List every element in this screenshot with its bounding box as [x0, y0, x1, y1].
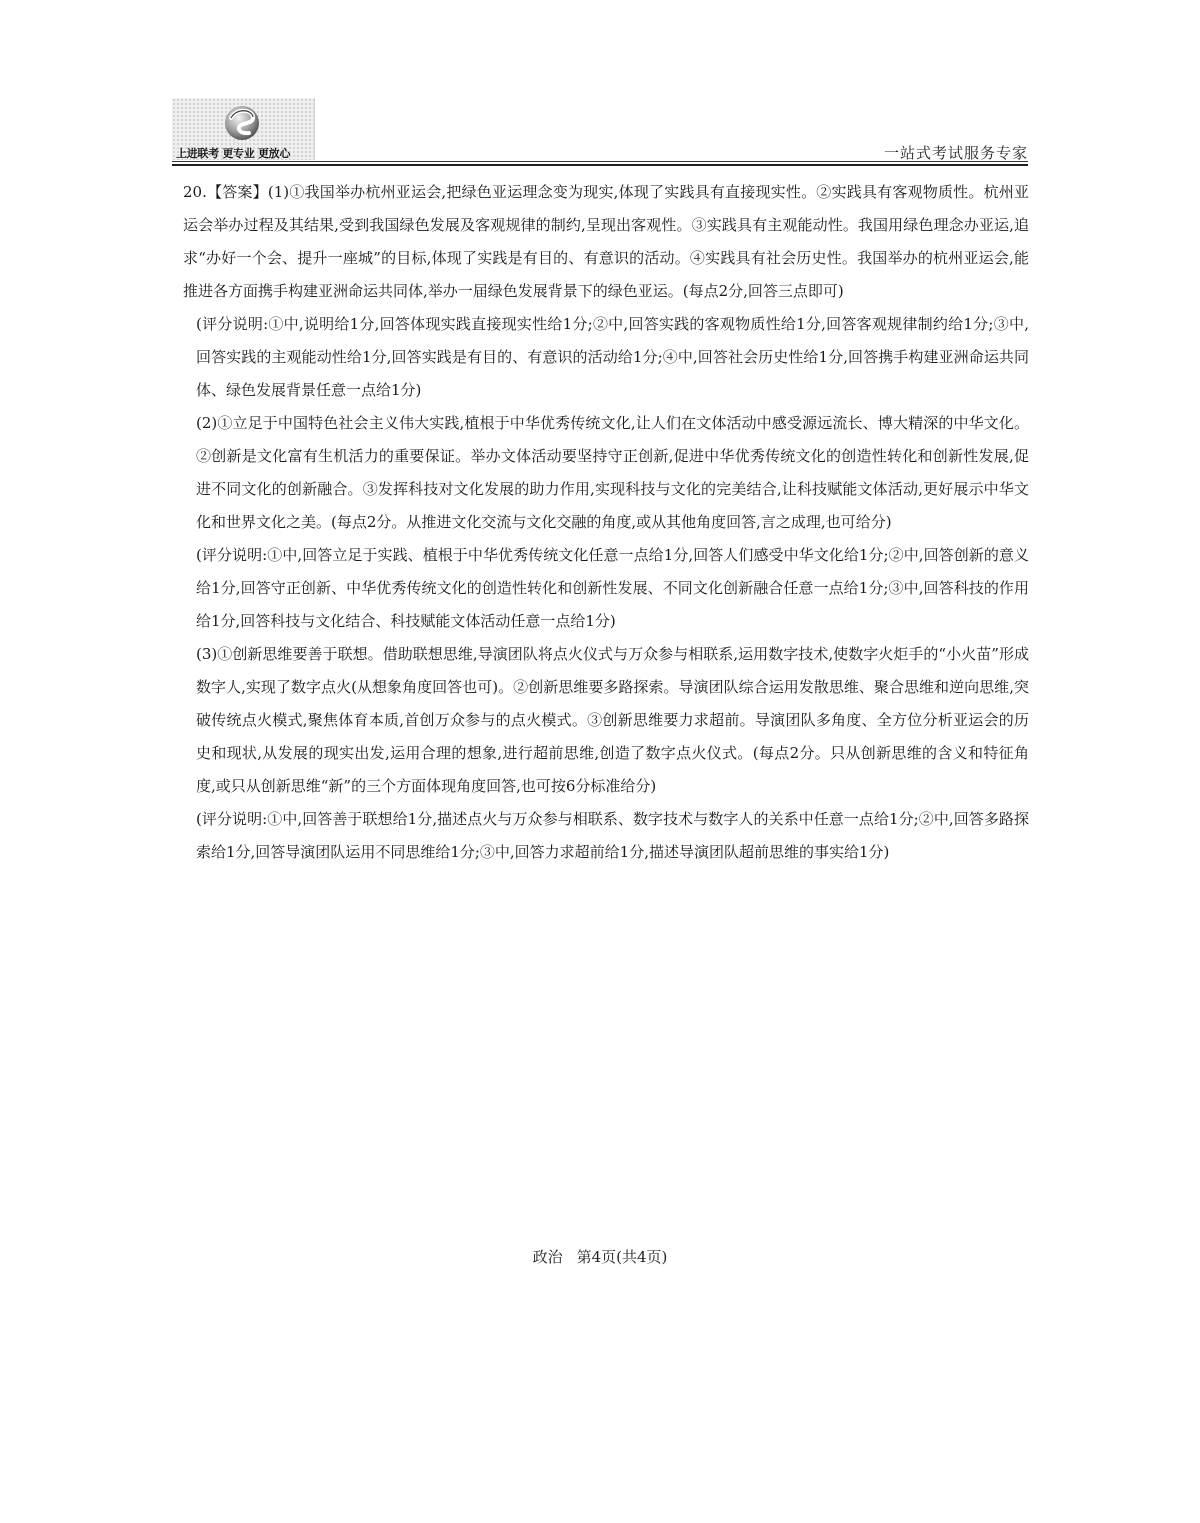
- header-divider: [172, 161, 1028, 162]
- answer-content: [183, 176, 1029, 869]
- scoring-note-1: (评分说明:①中,说明给1分,回答体现实践直接现实性给1分;②中,回答实践的客观物质性给1分,回答客观规律制约给1分;③中,回答实践的主观能动性给1分,回答实践是有目的、有意识的活动给1分;④中,回答社会历史性给1分,回答携手构建亚洲命运共同体、绿色发展背景任意一点给1分): [196, 315, 1029, 399]
- page-footer: [0, 1246, 1200, 1267]
- logo-slogan: 上进联考 更专业 更放心: [176, 147, 291, 160]
- question-number: 20.: [183, 183, 207, 201]
- header-tagline: 一站式考试服务专家: [883, 144, 1028, 162]
- logo: [172, 98, 315, 160]
- scoring-note-2: (评分说明:①中,回答立足于实践、植根于中华优秀传统文化任意一点给1分,回答人们感受中华文化给1分;②中,回答创新的意义给1分,回答守正创新、中华优秀传统文化的创造性转化和创新性发展、不同文化创新融合任意一点给1分;③中,回答科技的作用给1分,回答科技与文化结合、科技赋能文体活动任意一点给1分): [196, 546, 1029, 630]
- answer-paragraph-3: (3)①创新思维要善于联想。借助联想思维,导演团队将点火仪式与万众参与相联系,运用数字技术,使数字火炬手的“小火苗”形成数字人,实现了数字点火(从想象角度回答也可)。②创新思维要多路探索。导演团队综合运用发散思维、聚合思维和逆向思维,突破传统点火模式,聚焦体育本质,首创万众参与的点火模式。③创新思维要力求超前。导演团队多角度、全方位分析亚运会的历史和现状,从发展的现实出发,运用合理的想象,进行超前思维,创造了数字点火仪式。(每点2分。只从创新思维的含义和特征角度,或只从创新思维“新”的三个方面体现角度回答,也可按6分标准给分): [196, 645, 1029, 795]
- answer-paragraph-2: (2)①立足于中国特色社会主义伟大实践,植根于中华优秀传统文化,让人们在文体活动中感受源远流长、博大精深的中华文化。②创新是文化富有生机活力的重要保证。举办文体活动要坚持守正创新,促进中华优秀传统文化的创造性转化和创新性发展,促进不同文化的创新融合。③发挥科技对文化发展的助力作用,实现科技与文化的完美结合,让科技赋能文体活动,更好展示中华文化和世界文化之美。(每点2分。从推进文化交流与文化交融的角度,或从其他角度回答,言之成理,也可给分): [196, 414, 1029, 531]
- page-header: [172, 98, 1028, 164]
- paragraph-text: (1)①我国举办杭州亚运会,把绿色亚运理念变为现实,体现了实践具有直接现实性。②实践具有客观物质性。杭州亚运会举办过程及其结果,受到我国绿色发展及客观规律的制约,呈现出客观性。③实践具有主观能动性。我国用绿色理念办亚运,追求“办好一个会、提升一座城”的目标,体现了实践是有目的、有意识的活动。④实践具有社会历史性。我国举办的杭州亚运会,能推进各方面携手构建亚洲命运共同体,举办一届绿色发展背景下的绿色亚运。(每点2分,回答三点即可): [183, 183, 1029, 300]
- swirl-logo-icon: [222, 104, 262, 142]
- header-divider-thick: [172, 164, 1028, 166]
- footer-page-number: 第4页(共4页): [576, 1248, 668, 1266]
- scoring-note-3: (评分说明:①中,回答善于联想给1分,描述点火与万众参与相联系、数字技术与数字人的关系中任意一点给1分;②中,回答多路探索给1分,回答导演团队运用不同思维给1分;③中,回答力求超前给1分,描述导演团队超前思维的事实给1分): [196, 810, 1029, 861]
- answer-tag: 【答案】: [206, 183, 268, 201]
- footer-subject: 政治: [532, 1248, 563, 1266]
- answer-paragraph-1: [183, 176, 1029, 308]
